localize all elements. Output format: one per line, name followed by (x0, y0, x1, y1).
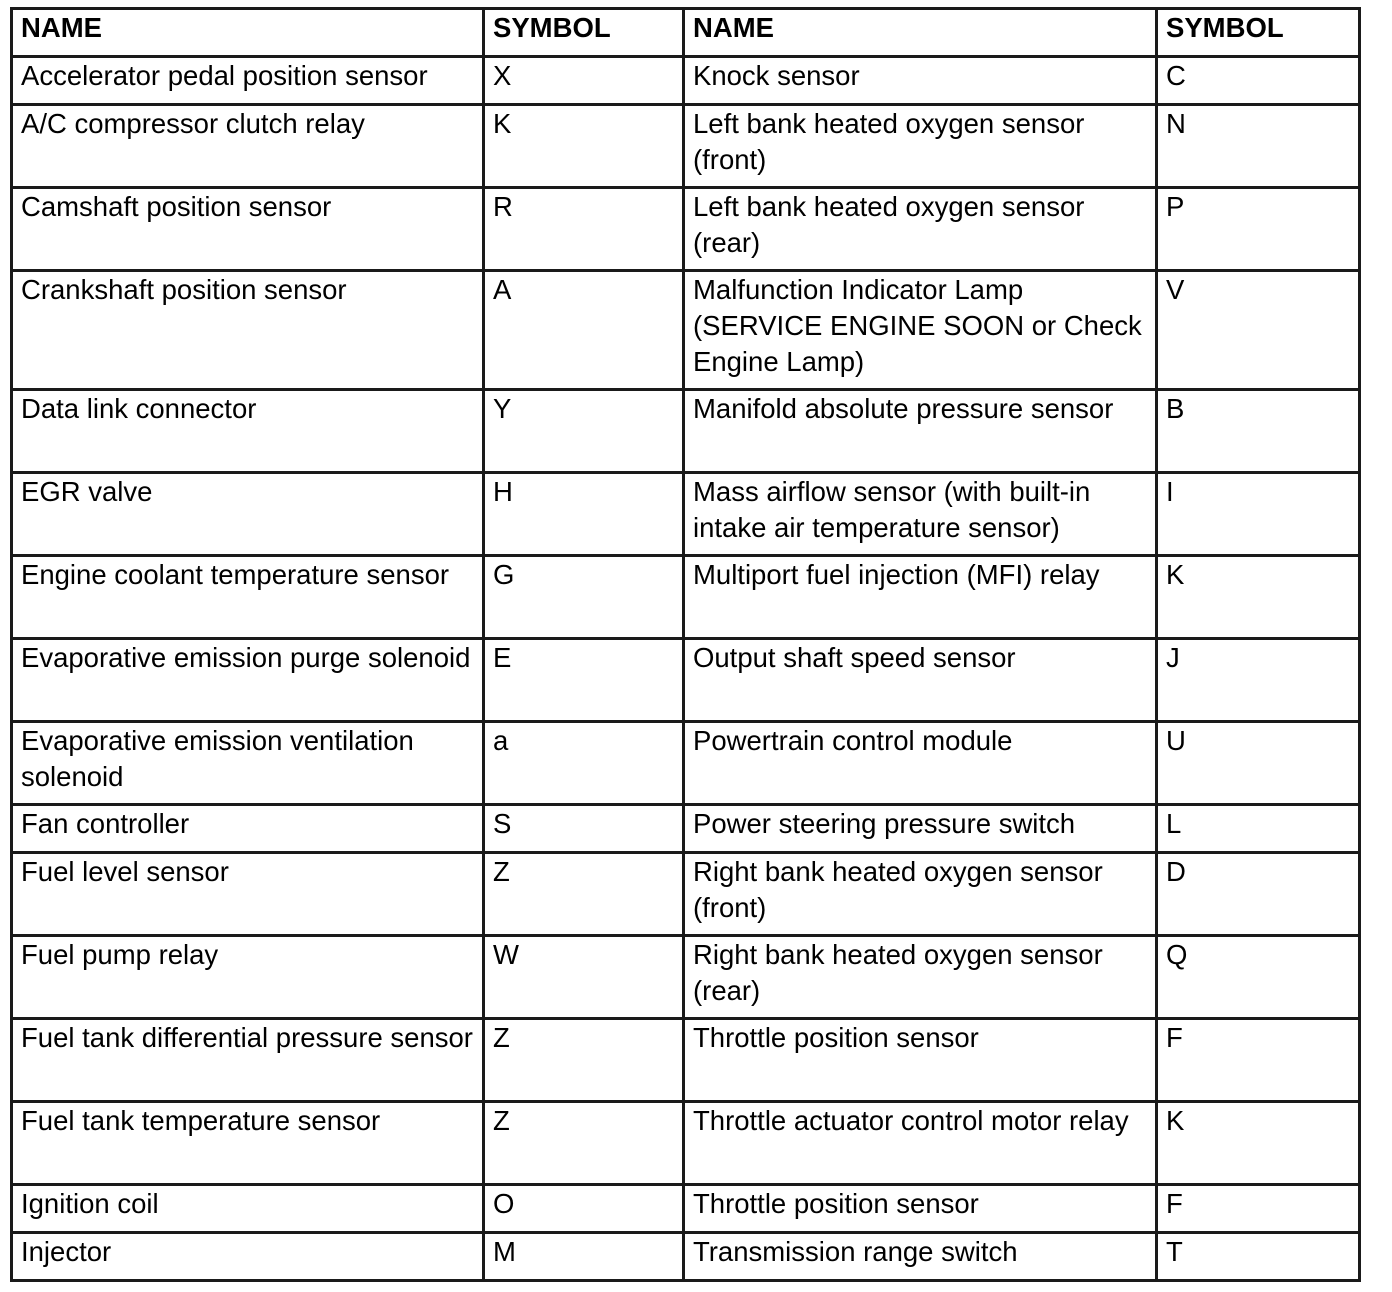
name-left-cell: Camshaft position sensor (12, 188, 484, 271)
symbol-right-cell: T (1157, 1233, 1360, 1281)
name-right-cell: Powertrain control module (684, 722, 1157, 805)
name-right-cell: Right bank heated oxygen sensor (front) (684, 853, 1157, 936)
symbol-left-cell: H (484, 473, 684, 556)
name-left-cell: Fuel tank temperature sensor (12, 1102, 484, 1185)
name-left-cell: Accelerator pedal position sensor (12, 57, 484, 105)
symbol-right-cell: U (1157, 722, 1360, 805)
name-left-cell: Fuel level sensor (12, 853, 484, 936)
table-row (12, 188, 1360, 271)
table-row (12, 271, 1360, 390)
symbol-right-cell: K (1157, 1102, 1360, 1185)
name-right-cell: Power steering pressure switch (684, 805, 1157, 853)
symbol-left-cell: a (484, 722, 684, 805)
table-row (12, 105, 1360, 188)
table-row (12, 936, 1360, 1019)
name-right-cell: Multiport fuel injection (MFI) relay (684, 556, 1157, 639)
table-row (12, 1233, 1360, 1281)
symbol-left-cell: G (484, 556, 684, 639)
name-left-cell: Crankshaft position sensor (12, 271, 484, 390)
name-left-cell: Engine coolant temperature sensor (12, 556, 484, 639)
symbol-right-cell: Q (1157, 936, 1360, 1019)
table-row (12, 722, 1360, 805)
header-symbol-left: SYMBOL (484, 9, 684, 57)
name-right-cell: Knock sensor (684, 57, 1157, 105)
name-left-cell: A/C compressor clutch relay (12, 105, 484, 188)
symbol-right-cell: V (1157, 271, 1360, 390)
header-name-right: NAME (684, 9, 1157, 57)
table-row (12, 853, 1360, 936)
symbol-left-cell: R (484, 188, 684, 271)
symbol-left-cell: Z (484, 1102, 684, 1185)
symbol-left-cell: X (484, 57, 684, 105)
symbol-right-cell: F (1157, 1019, 1360, 1102)
name-left-cell: Evaporative emission ventilation solenoid (12, 722, 484, 805)
symbol-left-cell: Y (484, 390, 684, 473)
table-row (12, 639, 1360, 722)
symbol-right-cell: N (1157, 105, 1360, 188)
name-right-cell: Throttle position sensor (684, 1185, 1157, 1233)
symbol-left-cell: S (484, 805, 684, 853)
symbol-right-cell: D (1157, 853, 1360, 936)
component-symbol-table (10, 7, 1361, 1282)
name-left-cell: Injector (12, 1233, 484, 1281)
name-right-cell: Manifold absolute pressure sensor (684, 390, 1157, 473)
symbol-left-cell: O (484, 1185, 684, 1233)
symbol-right-cell: I (1157, 473, 1360, 556)
symbol-right-cell: L (1157, 805, 1360, 853)
symbol-left-cell: A (484, 271, 684, 390)
table-row (12, 805, 1360, 853)
symbol-left-cell: W (484, 936, 684, 1019)
symbol-right-cell: J (1157, 639, 1360, 722)
table-row (12, 1102, 1360, 1185)
table-row (12, 1019, 1360, 1102)
symbol-right-cell: K (1157, 556, 1360, 639)
name-left-cell: EGR valve (12, 473, 484, 556)
symbol-left-cell: K (484, 105, 684, 188)
name-left-cell: Evaporative emission purge solenoid (12, 639, 484, 722)
table-row (12, 473, 1360, 556)
name-left-cell: Fan controller (12, 805, 484, 853)
name-right-cell: Left bank heated oxygen sensor (front) (684, 105, 1157, 188)
table-row (12, 1185, 1360, 1233)
symbol-left-cell: E (484, 639, 684, 722)
name-right-cell: Throttle actuator control motor relay (684, 1102, 1157, 1185)
name-right-cell: Right bank heated oxygen sensor (rear) (684, 936, 1157, 1019)
name-left-cell: Fuel tank differential pressure sensor (12, 1019, 484, 1102)
table-row (12, 57, 1360, 105)
symbol-right-cell: C (1157, 57, 1360, 105)
name-left-cell: Data link connector (12, 390, 484, 473)
name-right-cell: Left bank heated oxygen sensor (rear) (684, 188, 1157, 271)
header-row (12, 9, 1360, 57)
symbol-left-cell: Z (484, 1019, 684, 1102)
symbol-right-cell: B (1157, 390, 1360, 473)
name-right-cell: Output shaft speed sensor (684, 639, 1157, 722)
symbol-right-cell: F (1157, 1185, 1360, 1233)
name-left-cell: Ignition coil (12, 1185, 484, 1233)
name-left-cell: Fuel pump relay (12, 936, 484, 1019)
name-right-cell: Malfunction Indicator Lamp (SERVICE ENGINE SOON or Check Engine Lamp) (684, 271, 1157, 390)
header-symbol-right: SYMBOL (1157, 9, 1360, 57)
header-name-left: NAME (12, 9, 484, 57)
symbol-left-cell: M (484, 1233, 684, 1281)
name-right-cell: Mass airflow sensor (with built-in intake air temperature sensor) (684, 473, 1157, 556)
table-row (12, 556, 1360, 639)
symbol-right-cell: P (1157, 188, 1360, 271)
table-row (12, 390, 1360, 473)
name-right-cell: Transmission range switch (684, 1233, 1157, 1281)
name-right-cell: Throttle position sensor (684, 1019, 1157, 1102)
symbol-left-cell: Z (484, 853, 684, 936)
